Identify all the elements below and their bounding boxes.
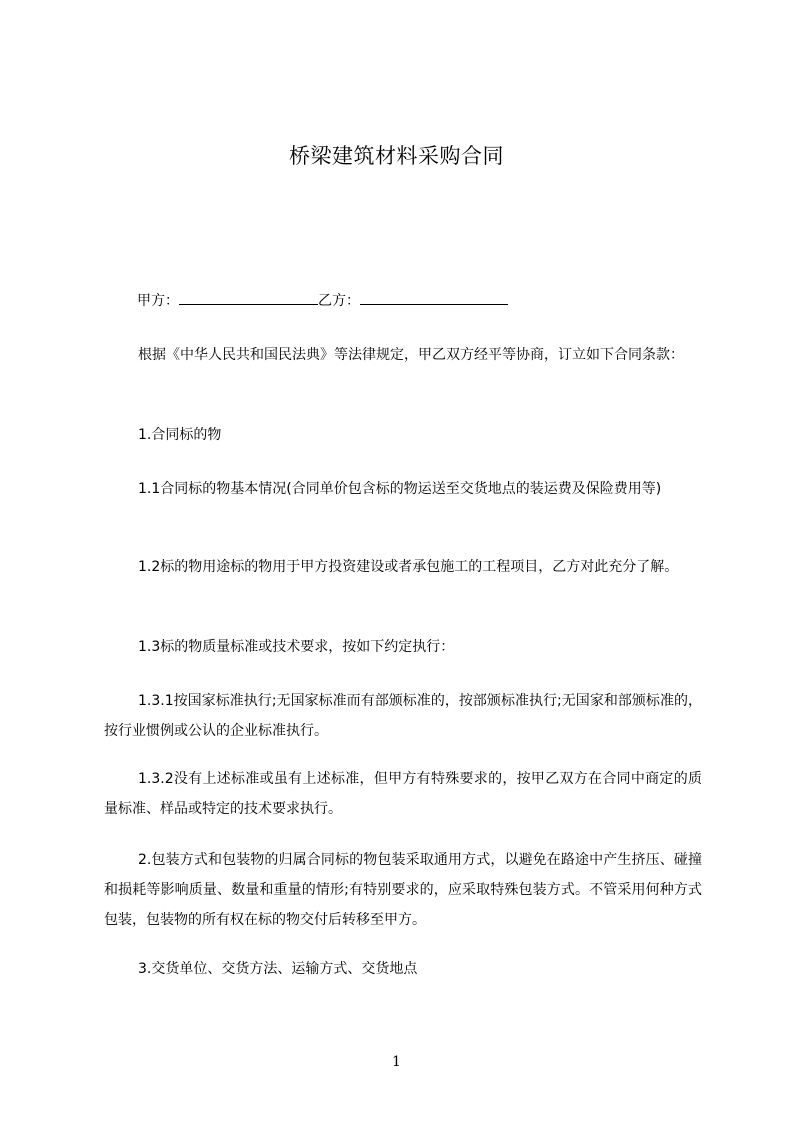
party-a-blank — [179, 290, 318, 305]
intro-paragraph: 根据《中华人民共和国民法典》等法律规定，甲乙双方经平等协商，订立如下合同条款： — [138, 347, 684, 363]
page-number: 1 — [392, 1054, 401, 1070]
clause-1-2: 1.2标的物用途标的物用于甲方投资建设或者承包施工的工程项目，乙方对此充分了解。 — [138, 559, 679, 575]
section-heading-subject: 1.合同标的物 — [138, 427, 222, 443]
clause-1-3-2: 1.3.2没有上述标准或虽有上述标准，但甲方有特殊要求的，按甲乙双方在合同中商定的质量标准、样品或特定的技术要求执行。 — [104, 771, 702, 817]
clause-2-packaging: 2.包装方式和包装物的归属合同标的物包装采取通用方式，以避免在路途中产生挤压、碰撞和损耗等影响质量、数量和重量的情形;有特别要求的，应采取特殊包装方式。不管采用何种方式包装，包装物的所有权在标的物交付后转移至甲方。 — [104, 852, 702, 928]
party-b-blank — [360, 290, 508, 305]
clause-1-3: 1.3标的物质量标准或技术要求，按如下约定执行： — [138, 639, 455, 655]
clause-1-3-1: 1.3.1按国家标准执行;无国家标准而有部颁标准的，按部颁标准执行;无国家和部颁标准的，按行业惯例或公认的企业标准执行。 — [104, 693, 702, 739]
party-line — [137, 290, 508, 310]
clause-1-1: 1.1合同标的物基本情况(合同单价包含标的物运送至交货地点的装运费及保险费用等) — [138, 481, 662, 497]
document-title: 桥梁建筑材料采购合同 — [289, 144, 504, 168]
section-heading-delivery: 3.交货单位、交货方法、运输方式、交货地点 — [138, 961, 418, 977]
party-b-label: 乙方： — [318, 293, 360, 309]
party-a-label: 甲方： — [137, 293, 179, 309]
